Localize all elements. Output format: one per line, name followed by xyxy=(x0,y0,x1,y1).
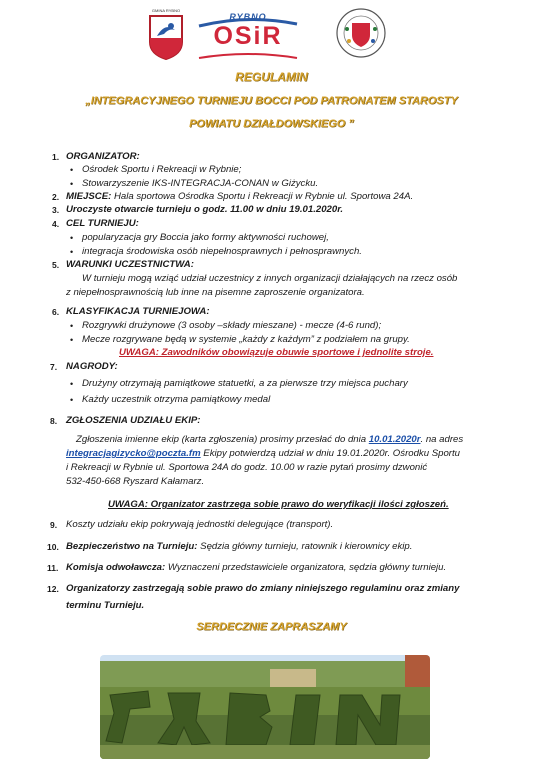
list-item: popularyzacja gry Boccia jako formy aktywności ruchowej, xyxy=(82,232,329,243)
list-item: Każdy uczestnik otrzyma pamiątkowy medal xyxy=(82,394,271,405)
section-number: 5. xyxy=(52,260,60,270)
gmina-rybno-logo xyxy=(147,8,185,62)
registration-line: i Rekreacji w Rybnie ul. Sportowa 24A do godz. 10.00 w razie pytań prosimy dzwonić xyxy=(66,462,428,473)
section-conditions-text: z niepełnosprawnością lub inne na pisemne zaproszenie organizatora. xyxy=(66,287,365,298)
list-item: Ośrodek Sportu i Rekreacji w Rybnie; xyxy=(82,164,242,175)
section-changes-text: Organizatorzy zastrzegają sobie prawo do zmiany niniejszego regulaminu oraz zmiany xyxy=(66,583,460,594)
section-place xyxy=(66,191,413,203)
registration-line xyxy=(66,448,460,460)
registration-line: 532-450-668 Ryszard Kałamarz. xyxy=(66,476,205,487)
section-number: 9. xyxy=(50,520,58,530)
section-number: 2. xyxy=(52,192,60,202)
document-subtitle-line2: POWIATU DZIAŁDOWSKIEGO ” xyxy=(189,118,354,130)
bullet-icon: • xyxy=(70,395,74,405)
registration-text: Zgłoszenia imienne ekip (karta zgłoszenia) prosimy przesłać do dnia xyxy=(76,434,369,445)
list-item: Stowarzyszenie IKS-INTEGRACJA-CONAN w Giżycku. xyxy=(82,178,319,189)
registration-text: . na adres xyxy=(420,434,464,445)
section-number: 7. xyxy=(50,362,58,372)
bullet-icon: • xyxy=(70,379,74,389)
section-number: 8. xyxy=(50,416,58,426)
section-classification-title: KLASYFIKACJA TURNIEJOWA: xyxy=(66,306,210,317)
header-logos xyxy=(0,6,543,64)
shoes-warning: UWAGA: Zawodników obowiązuje obuwie sportowe i jednolite stroje. xyxy=(119,347,434,358)
section-number: 1. xyxy=(52,152,60,162)
section-appeals xyxy=(66,562,446,574)
photo-image xyxy=(100,655,430,759)
section-registration-title: ZGŁOSZENIA UDZIAŁU EKIP: xyxy=(66,415,201,426)
section-number: 10. xyxy=(47,542,59,552)
gmina-caption: GMINA RYBNO xyxy=(151,8,181,13)
rybno-hedge-photo xyxy=(100,655,430,759)
section-opening-title: Uroczyste otwarcie turnieju o godz. 11.00 w dniu 19.01.2020r. xyxy=(66,204,344,215)
document-title: REGULAMIN xyxy=(235,70,308,84)
section-number: 12. xyxy=(47,584,59,594)
bullet-icon: • xyxy=(70,321,74,331)
section-appeals-text: Wyznaczeni przedstawiciele organizatora, sędzia główny turnieju. xyxy=(165,562,447,573)
section-number: 6. xyxy=(52,307,60,317)
document-subtitle-line1: „INTEGRACYJNEGO TURNIEJU BOCCI POD PATRONATEM STAROSTY xyxy=(85,95,458,107)
section-place-text: Hala sportowa Ośrodka Sportu i Rekreacji w Rybnie ul. Sportowa 24A. xyxy=(111,191,414,202)
section-changes-text: terminu Turnieju. xyxy=(66,600,145,611)
section-conditions-title: WARUNKI UCZESTNICTWA: xyxy=(66,259,194,270)
section-place-title: MIEJSCE: xyxy=(66,191,112,202)
osir-rybno-text: RYBNO xyxy=(229,12,267,22)
association-seal-logo xyxy=(335,7,387,59)
seal-icon xyxy=(335,7,387,59)
osir-main-text: OSiR xyxy=(213,22,283,50)
bullet-icon: • xyxy=(70,335,74,345)
list-item: Drużyny otrzymają pamiątkowe statuetki, a za pierwsze trzy miejsca puchary xyxy=(82,378,408,389)
list-item: integracja środowiska osób niepełnosprawnych i pełnosprawnych. xyxy=(82,246,362,257)
section-safety-text: Sędzia główny turnieju, ratownik i kierownicy ekip. xyxy=(197,541,413,552)
list-item: Rozgrywki drużynowe (3 osoby –składy mieszane) - mecze (4-6 rund); xyxy=(82,320,382,331)
section-safety-title: Bezpieczeństwo na Turnieju: xyxy=(66,541,198,552)
bullet-icon: • xyxy=(70,247,74,257)
section-costs-text: Koszty udziału ekip pokrywają jednostki delegujące (transport). xyxy=(66,519,334,530)
bullet-icon: • xyxy=(70,165,74,175)
registration-line xyxy=(76,434,463,446)
email-link[interactable]: integracjagizycko@poczta.fm xyxy=(66,448,201,459)
section-safety xyxy=(66,541,412,553)
section-goal-title: CEL TURNIEJU: xyxy=(66,218,139,229)
osir-rybno-logo xyxy=(193,12,303,62)
list-item: Mecze rozgrywane będą w systemie „każdy z każdym” z podziałem na grupy. xyxy=(82,334,410,345)
verification-notice: UWAGA: Organizator zastrzega sobie prawo do weryfikacji ilości zgłoszeń. xyxy=(108,499,449,510)
coat-of-arms-icon xyxy=(147,14,185,60)
section-number: 4. xyxy=(52,219,60,229)
section-number: 11. xyxy=(47,563,59,573)
closing-invitation: SERDECZNIE ZAPRASZAMY xyxy=(196,621,347,633)
section-conditions-text: W turnieju mogą wziąć udział uczestnicy z innych organizacji działających na rzecz osób xyxy=(82,273,458,284)
section-organizer-title: ORGANIZATOR: xyxy=(66,151,140,162)
registration-deadline: 10.01.2020r xyxy=(368,434,421,445)
section-appeals-title: Komisja odwoławcza: xyxy=(66,562,166,573)
bullet-icon: • xyxy=(70,233,74,243)
section-number: 3. xyxy=(52,205,60,215)
section-prizes-title: NAGRODY: xyxy=(66,361,118,372)
bullet-icon: • xyxy=(70,179,74,189)
registration-text: Ekipy potwierdzą udział w dniu 19.01.2020r. Ośrodku Sportu xyxy=(200,448,460,459)
